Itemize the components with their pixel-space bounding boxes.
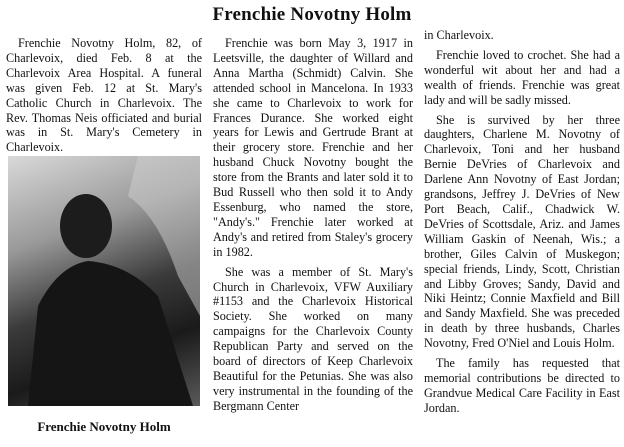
photo-caption: Frenchie Novotny Holm <box>37 419 171 434</box>
paragraph: She is survived by her three daughters, Charlene M. Novotny of Charlevoix, Toni and her husband Bernie DeVries of Charlevoix and Darlene Ann Novotny of East Jordan; grandsons, Jeffrey J. DeVries of New Port Beach, Calif., Chadwick W. DeVries of Scottsdale, Ariz. and James William Gaskin of Neenah, Wis.; a brother, Giles Calvin of Muskegon; special friends, Lindy, Scott, Christian and Libby Groves; Sandy, David and Niki Heintz; Connie Maxfield and Bill and Sandy Maxfield. She was preceded in death by three husbands, Charles Novotny, Fred O'Niel and Louis Holm. <box>424 112 620 351</box>
continuation-line: in Charlevoix. <box>424 28 494 42</box>
paragraph: Frenchie loved to crochet. She had a wonderful wit about her and had a wealth of friends. Frenchie was great lady and will be sadly missed. <box>424 47 620 107</box>
column-1 <box>6 36 202 155</box>
paragraph: Frenchie Novotny Holm, 82, of Charlevoix, died Feb. 8 at the Charlevoix Area Hospital. A funeral was given Feb. 12 at St. Mary's Catholic Church in Charlevoix. The Rev. Thomas Neis officiated and burial was in St. Mary's Cemetery in Charlevoix. <box>6 36 202 155</box>
obituary-photo <box>8 156 200 406</box>
portrait-silhouette <box>8 156 200 406</box>
headline: Frenchie Novotny Holm <box>212 4 412 25</box>
column-3 <box>424 28 620 416</box>
paragraph: The family has requested that memorial contributions be directed to Grandvue Medical Care Facility in East Jordan. <box>424 356 620 415</box>
paragraph: She was a member of St. Mary's Church in Charlevoix, VFW Auxiliary #1153 and the Charlevoix Historical Society. She worked on many campaigns for the Charlevoix County Republican Party and served on the board of directors of Keep Charlevoix Beautiful for the Petunias. She was also very instrumental in the founding of the Bergmann Center <box>213 264 413 413</box>
paragraph: Frenchie was born May 3, 1917 in Leetsville, the daughter of Willard and Anna Martha (Schmidt) Calvin. She attended school in Mancelona. In 1933 she came to Charlevoix to work for Frances Durance. She worked eight years for Lewis and Gertrude Brant at their grocery store. Frenchie and her husband Chuck Novotny bought the store from the Brants and later sold it to Bud Russell who then sold it to Andy Essenburg, who named the store, "Andy's." Frenchie later worked at Andy's and retired from Staley's grocery in 1982. <box>213 36 413 259</box>
column-2 <box>213 36 413 414</box>
